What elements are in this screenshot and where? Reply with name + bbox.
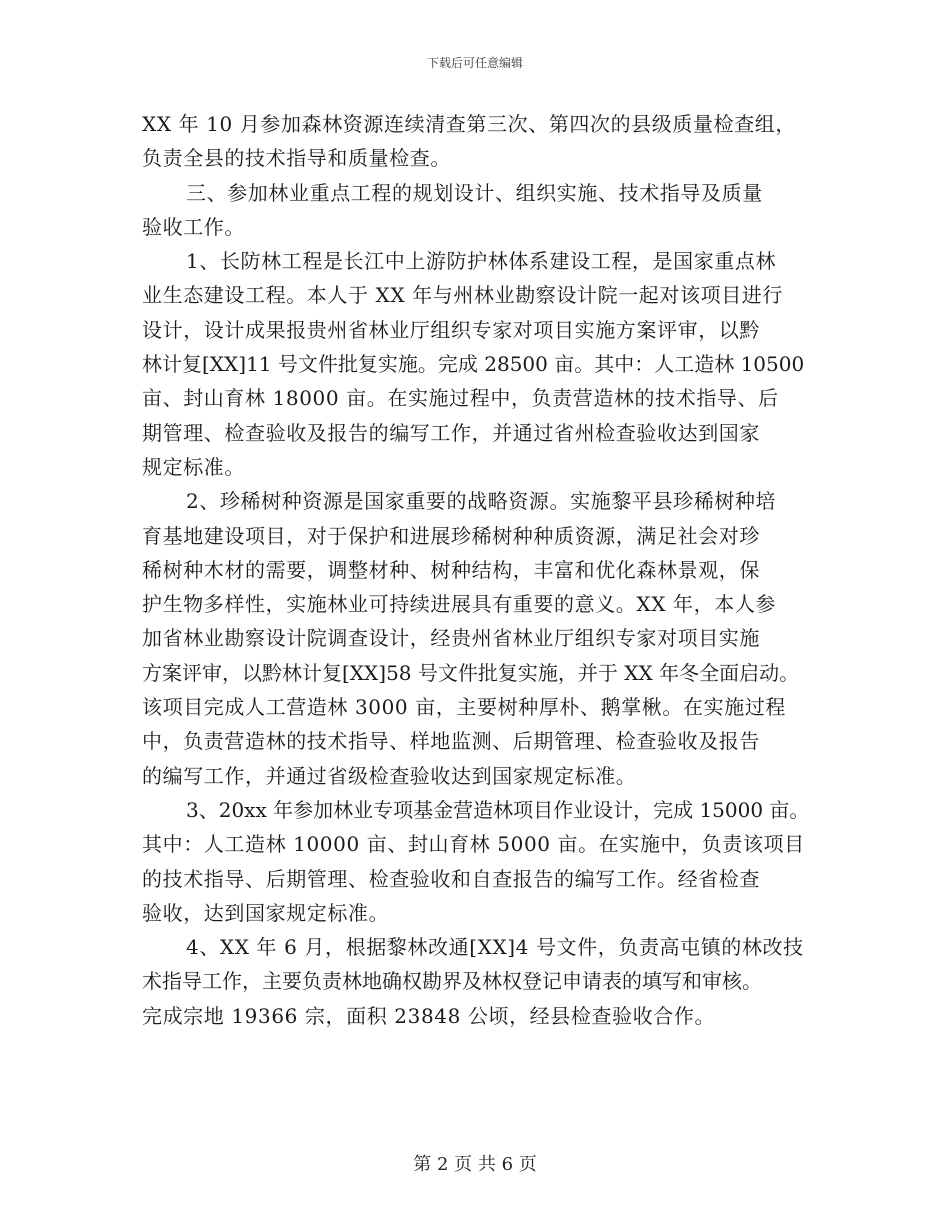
body-line: 术指导工作，主要负责林地确权勘界及林权登记申请表的填写和审核。 [142, 969, 762, 994]
body-line: 完成宗地 19366 宗，面积 23848 公顷，经县检查验收合作。 [142, 1003, 716, 1028]
paragraph-start: 2、珍稀树种资源是国家重要的战略资源。实施黎平县珍稀树种培 [186, 489, 777, 514]
body-line: 验收工作。 [142, 214, 245, 239]
page-header: 下载后可任意编辑 [426, 56, 523, 70]
body-line: 林计复[XX]11 号文件批复实施。完成 28500 亩。其中：人工造林 10500 [142, 352, 805, 377]
body-line: 验收，达到国家规定标准。 [142, 900, 390, 925]
section-heading: 三、参加林业重点工程的规划设计、组织实施、技术指导及质量 [186, 180, 763, 205]
body-line: 业生态建设工程。本人于 XX 年与州林业勘察设计院一起对该项目进行 [142, 283, 783, 308]
body-line: 该项目完成人工营造林 3000 亩，主要树种厚朴、鹅掌楸。在实施过程 [142, 695, 787, 720]
body-line: 负责全县的技术指导和质量检查。 [142, 146, 451, 171]
body-line: 期管理、检查验收及报告的编写工作，并通过省州检查验收达到国家 [142, 420, 760, 445]
paragraph-start: 3、20xx 年参加林业专项基金营造林项目作业设计，完成 15000 亩。 [186, 797, 810, 822]
body-line: 设计，设计成果报贵州省林业厅组织专家对项目实施方案评审，以黔 [142, 317, 760, 342]
body-line: XX 年 10 月参加森林资源连续清查第三次、第四次的县级质量检查组， [142, 112, 796, 136]
body-line: 稀树种木材的需要，调整材种、树种结构，丰富和优化森林景观，保 [142, 557, 760, 582]
body-line: 加省林业勘察设计院调查设计，经贵州省林业厅组织专家对项目实施 [142, 626, 760, 651]
body-line: 育基地建设项目，对于保护和进展珍稀树种种质资源，满足社会对珍 [142, 523, 760, 548]
body-line: 其中：人工造林 10000 亩、封山育林 5000 亩。在实施中，负责该项目 [142, 832, 805, 857]
document-body [142, 107, 832, 1033]
paragraph-start: 1、长防林工程是长江中上游防护林体系建设工程，是国家重点林 [186, 249, 777, 274]
body-line: 护生物多样性，实施林业可持续进展具有重要的意义。XX 年，本人参 [142, 592, 777, 617]
body-line: 的技术指导、后期管理、检查验收和自查报告的编写工作。经省检查 [142, 866, 760, 891]
body-line: 的编写工作，并通过省级检查验收达到国家规定标准。 [142, 763, 637, 788]
body-line: 规定标准。 [142, 454, 245, 479]
page-footer: 第 2 页 共 6 页 [413, 1154, 537, 1175]
body-line: 方案评审，以黔林计复[XX]58 号文件批复实施，并于 XX 年冬全面启动。 [142, 660, 800, 685]
body-line: 中，负责营造林的技术指导、样地监测、后期管理、检查验收及报告 [142, 729, 760, 754]
body-line: 亩、封山育林 18000 亩。在实施过程中，负责营造林的技术指导、后 [142, 386, 779, 411]
paragraph-start: 4、XX 年 6 月，根据黎林改通[XX]4 号文件，负责高屯镇的林改技 [186, 935, 804, 960]
